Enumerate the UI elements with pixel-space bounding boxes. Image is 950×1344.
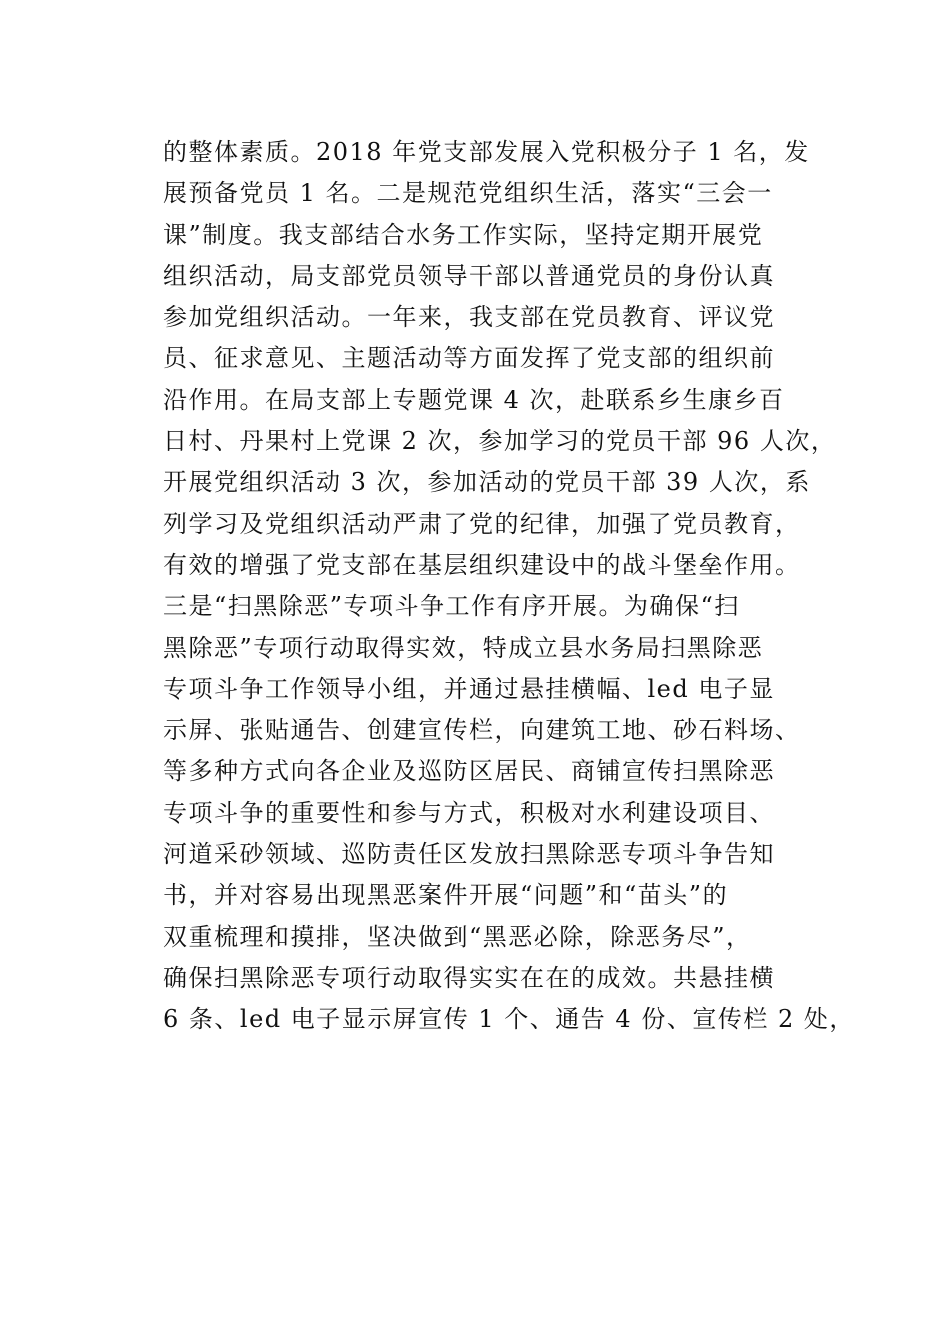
text-line: 开展党组织活动 3 次，参加活动的党员干部 39 人次，系 <box>163 468 811 497</box>
text-line: 等多种方式向各企业及巡防区居民、商铺宣传扫黑除恶 <box>163 757 775 786</box>
text-line: 组织活动，局支部党员领导干部以普通党员的身份认真 <box>163 261 775 290</box>
text-line: 有效的增强了党支部在基层组织建设中的战斗堡垒作用。 <box>163 550 801 579</box>
text-line: 专项斗争工作领导小组，并通过悬挂横幅、led 电子显 <box>163 674 775 703</box>
body-text <box>163 132 855 1041</box>
text-line: 确保扫黑除恶专项行动取得实实在在的成效。共悬挂横 <box>163 963 775 992</box>
text-line: 书，并对容易出现黑恶案件开展“问题”和“苗头”的 <box>163 881 729 910</box>
text-line: 的整体素质。2018 年党支部发展入党积极分子 1 名，发 <box>163 138 810 166</box>
text-line: 双重梳理和摸排，坚决做到“黑恶必除，除恶务尽”， <box>163 922 752 951</box>
text-line: 展预备党员 1 名。二是规范党组织生活，落实“三会一 <box>163 179 773 208</box>
text-line: 示屏、张贴通告、创建宣传栏，向建筑工地、砂石料场、 <box>163 716 801 745</box>
text-line: 6 条、led 电子显示屏宣传 1 个、通告 4 份、宣传栏 2 处， <box>163 1005 855 1034</box>
text-line: 沿作用。在局支部上专题党课 4 次，赴联系乡生康乡百 <box>163 385 785 414</box>
text-line: 参加党组织活动。一年来，我支部在党员教育、评议党 <box>163 303 775 332</box>
text-line: 员、征求意见、主题活动等方面发挥了党支部的组织前 <box>163 344 775 373</box>
text-line: 河道采砂领域、巡防责任区发放扫黑除恶专项斗争告知 <box>163 840 775 869</box>
text-line: 黑除恶”专项行动取得实效，特成立县水务局扫黑除恶 <box>163 633 764 662</box>
text-line: 三是“扫黑除恶”专项斗争工作有序开展。为确保“扫 <box>163 592 740 621</box>
text-line: 日村、丹果村上党课 2 次，参加学习的党员干部 96 人次， <box>163 427 837 456</box>
text-line: 列学习及党组织活动严肃了党的纪律，加强了党员教育， <box>163 509 801 538</box>
text-line: 专项斗争的重要性和参与方式，积极对水利建设项目、 <box>163 798 775 827</box>
text-line: 课”制度。我支部结合水务工作实际，坚持定期开展党 <box>163 220 764 249</box>
